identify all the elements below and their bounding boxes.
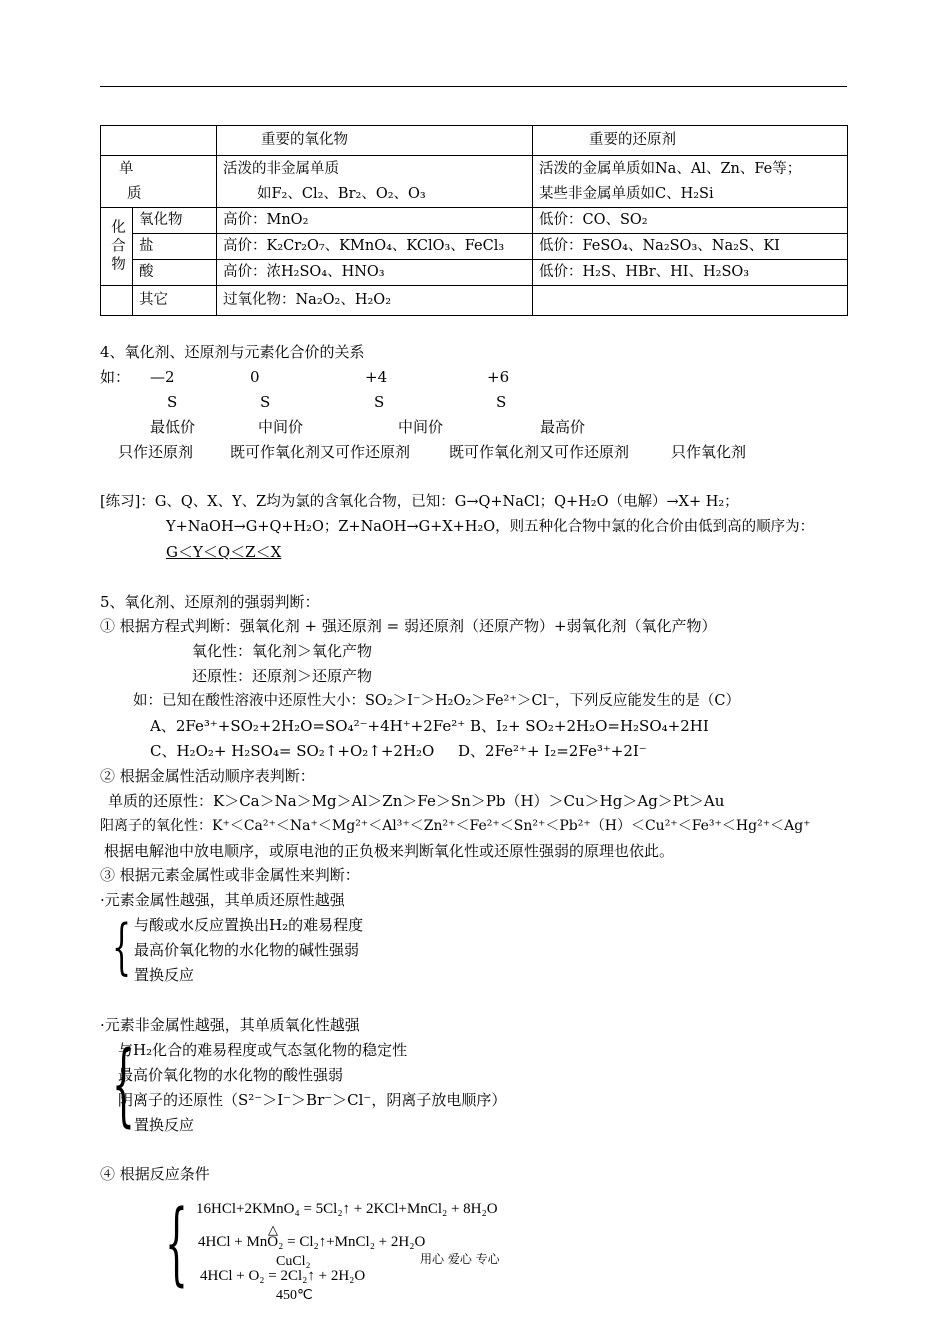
row-reductant: 低价：CO、SO₂ — [533, 208, 848, 234]
nonmetallic-item-4: 置换反应 — [134, 1116, 195, 1134]
oxidant-reductant-table — [100, 125, 848, 316]
method2: ② 根据金属性活动顺序表判断： — [100, 767, 315, 785]
method1-red: 还原性：还原剂＞还原产物 — [192, 667, 373, 685]
row-reductant — [533, 286, 848, 316]
catalyst-label: CuCl₂ — [276, 1254, 311, 1269]
exercise-line2: Y+NaOH→G+Q+H₂O；Z+NaOH→G+X+H₂O，则五种化合物中氯的化合价由低到高的顺序为： — [166, 519, 815, 535]
row-type: 盐 — [133, 234, 217, 260]
brace-nonmetallic: { — [112, 1032, 135, 1137]
method1-ox: 氧化性：氧化剂＞氧化产物 — [192, 642, 373, 660]
exercise-line1: [练习]：G、Q、X、Y、Z均为氯的含氧化合物，已知：G→Q+NaCl；Q+H₂O（电解）→X+ H₂； — [100, 494, 739, 510]
cation-oxidizing-order: 阳离子的氧化性：K⁺＜Ca²⁺＜Na⁺＜Mg²⁺＜Al³⁺＜Zn²⁺＜Fe²⁺＜Sn²⁺＜Pb²⁺（H）＜Cu²⁺＜Fe³⁺＜Hg²⁺＜Ag⁺ — [100, 818, 811, 834]
row-reductant: 低价：H₂S、HBr、HI、H₂SO₃ — [533, 260, 848, 286]
sulfur-1: S — [167, 393, 178, 411]
row-oxidant: 过氧化物：Na₂O₂、H₂O₂ — [217, 286, 533, 316]
equation-1: 16HCl+2KMnO₄ = 5Cl₂↑ + 2KCl+MnCl₂ + 8H₂O — [196, 1201, 498, 1217]
electrolysis-note: 根据电解池中放电顺序，或原电池的正负极来判断氧化性或还原性强弱的原理也依此。 — [104, 842, 675, 860]
level-4: 最高价 — [540, 418, 586, 436]
sulfur-2: S — [260, 393, 271, 411]
sulfur-3: S — [374, 393, 385, 411]
row-oxidant: 高价：MnO₂ — [217, 208, 533, 234]
valence-4: +6 — [487, 368, 510, 386]
metallic-item-2: 最高价氧化物的水化物的碱性强弱 — [134, 941, 360, 959]
row-blank — [101, 286, 133, 316]
nonmetallic-item-1: 与H₂化合的难易程度或气态氢化物的稳定性 — [118, 1041, 408, 1059]
valence-1: —2 — [150, 368, 175, 386]
elem-oxidant: 活泼的非金属单质 如F₂、Cl₂、Br₂、O₂、O₃ — [217, 156, 533, 208]
question: 如：已知在酸性溶液中还原性大小：SO₂＞I⁻＞H₂O₂＞Fe²⁺＞Cl⁻，下列反应能发生的是（C） — [133, 693, 740, 709]
row-oxidant: 高价：K₂Cr₂O₇、KMnO₄、KClO₃、FeCl₃ — [217, 234, 533, 260]
role-3: 既可作氧化剂又可作还原剂 — [449, 443, 630, 461]
top-rule — [100, 86, 847, 87]
option-b: B、I₂+ SO₂+2H₂O=H₂SO₄+2HI — [470, 717, 709, 735]
valence-2: 0 — [250, 368, 260, 386]
header-reductant: 重要的还原剂 — [533, 126, 848, 156]
elem-reductant: 活泼的金属单质如Na、Al、Zn、Fe等； 某些非金属单质如C、H₂Si — [533, 156, 848, 208]
row-type: 氧化物 — [133, 208, 217, 234]
nonmetallic-heading: ·元素非金属性越强，其单质氧化性越强 — [100, 1016, 360, 1034]
option-a: A、2Fe³⁺+SO₂+2H₂O=SO₄²⁻+4H⁺+2Fe²⁺ — [150, 717, 466, 735]
elem-label: 单 质 — [101, 156, 217, 208]
role-4: 只作氧化剂 — [671, 443, 747, 461]
role-1: 只作还原剂 — [118, 443, 194, 461]
exercise-answer: G＜Y＜Q＜Z＜X — [166, 543, 282, 561]
metallic-heading: ·元素金属性越强，其单质还原性越强 — [100, 891, 345, 909]
level-2: 中间价 — [258, 418, 304, 436]
table-corner — [101, 126, 217, 156]
valence-3: +4 — [365, 368, 388, 386]
method3: ③ 根据元素金属性或非金属性来判断： — [100, 866, 360, 884]
brace-reactions: { — [165, 1191, 188, 1296]
brace-metallic: { — [112, 912, 132, 982]
equation-3: 4HCl + O₂ = 2Cl₂↑ + 2H₂O — [200, 1268, 366, 1284]
footer-motto: 用心 爱心 专心 — [420, 1252, 500, 1266]
heat-symbol: △ — [268, 1222, 278, 1237]
section4-title: 4、氧化剂、还原剂与元素化合价的关系 — [100, 343, 365, 361]
nonmetallic-item-2: 最高价氧化物的水化物的酸性强弱 — [118, 1066, 344, 1084]
temperature-label: 450℃ — [276, 1288, 313, 1303]
row-oxidant: 高价：浓H₂SO₄、HNO₃ — [217, 260, 533, 286]
level-3: 中间价 — [398, 418, 444, 436]
section5-title: 5、氧化剂、还原剂的强弱判断： — [100, 593, 320, 611]
metallic-item-3: 置换反应 — [134, 966, 195, 984]
metallic-item-1: 与酸或水反应置换出H₂的难易程度 — [134, 916, 364, 934]
nonmetallic-item-3: 阴离子的还原性（S²⁻＞I⁻＞Br⁻＞Cl⁻，阴离子放电顺序） — [118, 1091, 507, 1109]
metal-reducing-order: 单质的还原性：K＞Ca＞Na＞Mg＞Al＞Zn＞Fe＞Sn＞Pb（H）＞Cu＞Hg＞Ag＞Pt＞Au — [108, 792, 725, 810]
header-oxidant: 重要的氧化物 — [217, 126, 533, 156]
method4: ④ 根据反应条件 — [100, 1165, 210, 1183]
role-2: 既可作氧化剂又可作还原剂 — [230, 443, 411, 461]
sulfur-4: S — [496, 393, 507, 411]
method1: ① 根据方程式判断：强氧化剂 + 强还原剂 = 弱还原剂（还原产物）+弱氧化剂（氧化产物） — [100, 617, 717, 635]
row-type: 其它 — [133, 286, 217, 316]
row-reductant: 低价：FeSO₄、Na₂SO₃、Na₂S、KI — [533, 234, 848, 260]
equation-2: 4HCl + MnO₂ = Cl₂↑+MnCl₂ + 2H₂O — [198, 1234, 426, 1250]
level-1: 最低价 — [150, 418, 196, 436]
s4-ru: 如： — [100, 368, 131, 386]
row-type: 酸 — [133, 260, 217, 286]
option-d: D、2Fe²⁺+ I₂=2Fe³⁺+2I⁻ — [458, 742, 647, 760]
compound-label: 化合物 — [101, 208, 133, 286]
option-c: C、H₂O₂+ H₂SO₄= SO₂↑+O₂↑+2H₂O — [150, 742, 435, 760]
